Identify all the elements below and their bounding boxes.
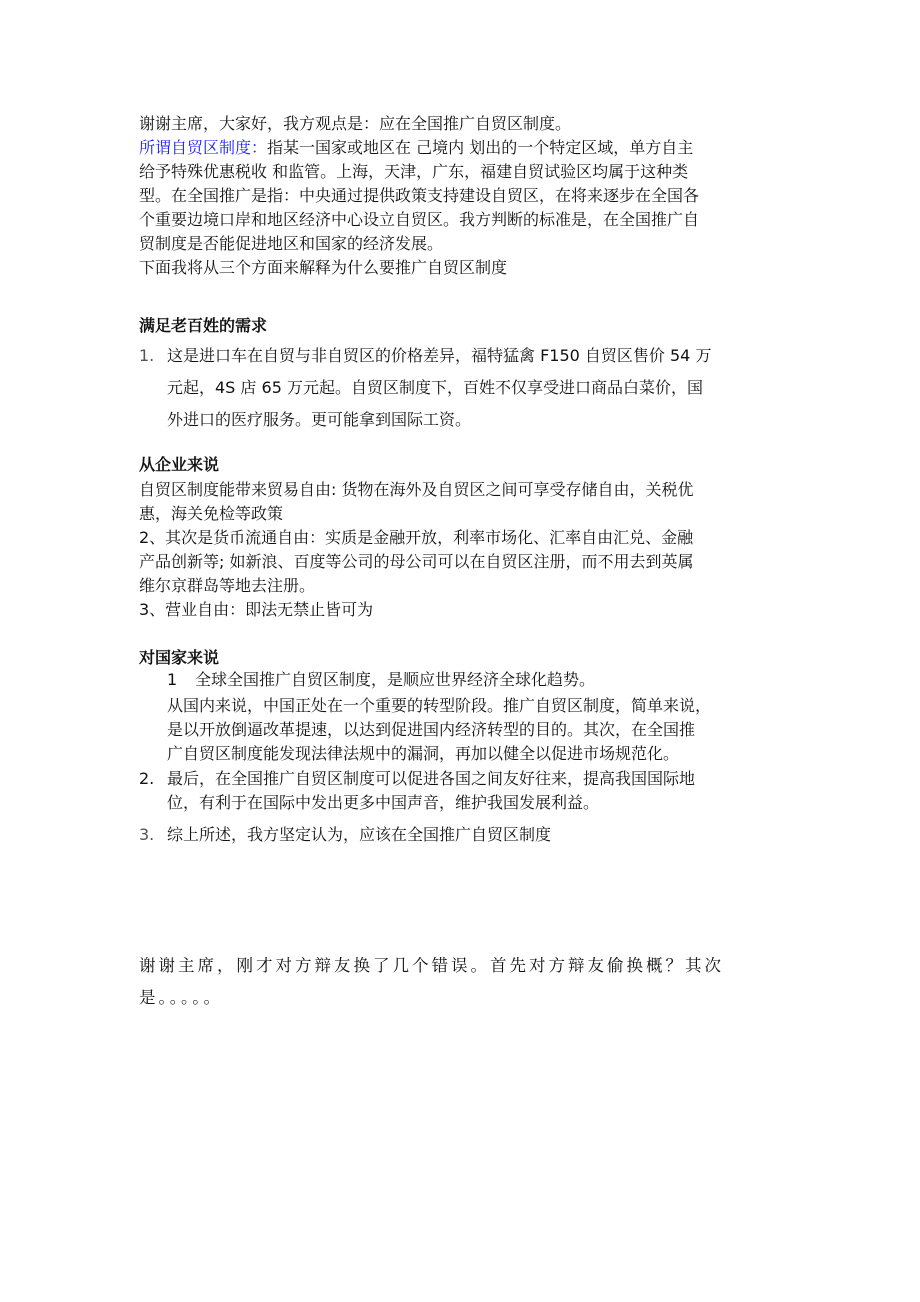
nation-paragraph-line-1: 从国内来说，中国正处在一个重要的转型阶段。推广自贸区制度，简单来说， (167, 696, 712, 715)
enterprise-line-5: 维尔京群岛等地去注册。 (139, 576, 316, 595)
nation-item-3 (139, 825, 551, 845)
enterprise-line-6: 3、营业自由：即法无禁止皆可为 (139, 600, 374, 619)
intro-line-7: 下面我将从三个方面来解释为什么要推广自贸区制度 (139, 258, 508, 277)
list-item-text: 这是进口车在自贸与非自贸区的价格差异，福特猛禽 F150 自贸区售价 54 万 (167, 346, 712, 365)
enterprise-line-1: 自贸区制度能带来贸易自由: 货物在海外及自贸区之间可享受存储自由，关税优 (139, 480, 694, 499)
nation-paragraph-line-2: 是以开放倒逼改革提速，以达到促进国内经济转型的目的。其次，在全国推 (167, 720, 696, 739)
list-item-text: 最后，在全国推广自贸区制度可以促进各国之间友好往来，提高我国国际地 (167, 769, 696, 788)
intro-line-5: 个重要边境口岸和地区经济中心设立自贸区。我方判断的标准是，在全国推广自 (139, 210, 700, 229)
nation-paragraph-line-3: 广自贸区制度能发现法律法规中的漏洞，再加以健全以促进市场规范化。 (167, 744, 680, 763)
list-item-text: 全球全国推广自贸区制度，是顺应世界经济全球化趋势。 (195, 670, 596, 689)
definition-text: 指某一国家或地区在 己境内 划出的一个特定区域，单方自主 (267, 138, 694, 157)
enterprise-line-3: 2、其次是货币流通自由：实质是金融开放，利率市场化、汇率自由汇兑、金融 (139, 528, 694, 547)
nation-item-1 (167, 670, 595, 690)
list-item-text: 综上所述，我方坚定认为，应该在全国推广自贸区制度 (167, 825, 552, 844)
list-number: 2. (139, 769, 155, 788)
list-number: 1. (139, 346, 155, 365)
section-heading-enterprise: 从企业来说 (139, 455, 220, 474)
nation-item-2 (139, 769, 695, 789)
enterprise-line-4: 产品创新等; 如新浪、百度等公司的母公司可以在自贸区注册，而不用去到英属 (139, 552, 694, 571)
intro-line-2 (139, 138, 693, 158)
list-number: 1 (167, 670, 178, 689)
section-heading-nation: 对国家来说 (139, 648, 220, 667)
list-item-1-line-3: 外进口的医疗服务。更可能拿到国际工资。 (167, 410, 472, 429)
intro-line-4: 型。在全国推广是指：中央通过提供政策支持建设自贸区，在将来逐步在全国各 (139, 186, 700, 205)
list-item-1-line-2: 元起，4S 店 65 万元起。自贸区制度下，百姓不仅享受进口商品白菜价，国 (167, 378, 703, 397)
closing-line-1: 谢谢主席，刚才对方辩友换了几个错误。首先对方辩友偷换概？其次 (139, 956, 724, 975)
section-heading-people: 满足老百姓的需求 (139, 316, 268, 335)
nation-item-2-line-2: 位，有利于在国际中发出更多中国声音，维护我国发展利益。 (167, 793, 600, 812)
list-number: 3. (139, 825, 155, 844)
definition-term: 所谓自贸区制度： (139, 138, 268, 157)
closing-line-2: 是。。。。。 (139, 988, 223, 1007)
enterprise-line-2: 惠，海关免检等政策 (139, 504, 284, 523)
list-item-1 (139, 346, 711, 366)
intro-line-6: 贸制度是否能促进地区和国家的经济发展。 (139, 234, 444, 253)
intro-line-3: 给予特殊优惠税收 和监管。上海，天津，广东，福建自贸试验区均属于这种类 (139, 162, 689, 181)
intro-line-1: 谢谢主席，大家好，我方观点是：应在全国推广自贸区制度。 (139, 114, 572, 133)
